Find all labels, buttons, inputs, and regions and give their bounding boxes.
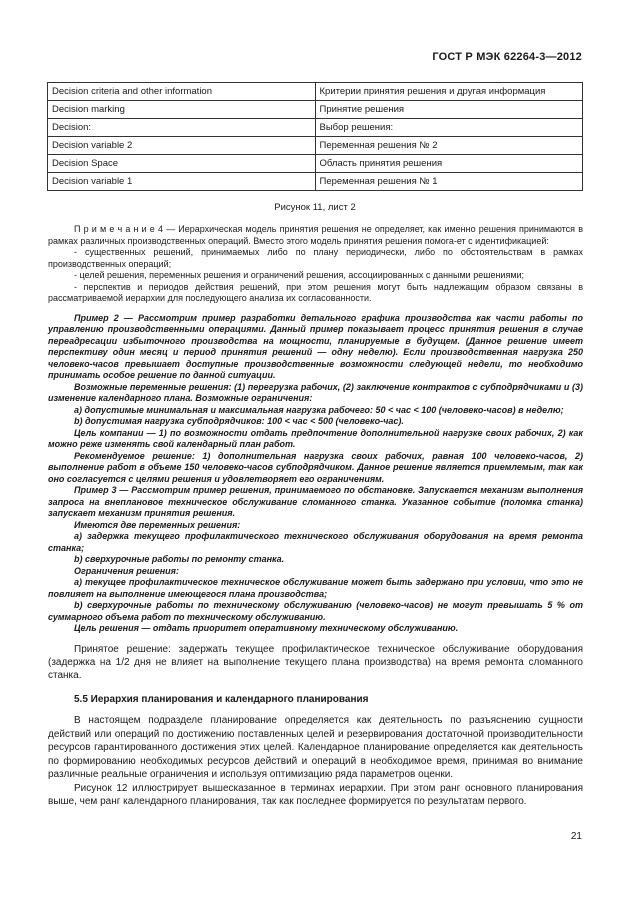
table-cell-ru: Область принятия решения <box>315 155 583 173</box>
section-body <box>48 714 583 809</box>
table-cell-en: Decision marking <box>48 101 316 119</box>
table-row <box>48 137 583 155</box>
example-paragraph: Рекомендуемое решение: 1) дополнительная нагрузка своих рабочих, равная 100 человеко-часов, 2) выполнение работ в объеме 150 человеко-часов субподрядчиком. Данное решение является приемлемым, так как оно согласуется с целями решения и удовлетворяет его ограничениям. <box>48 450 583 484</box>
table-row <box>48 119 583 137</box>
standard-header: ГОСТ Р МЭК 62264-3—2012 <box>432 51 582 63</box>
section-heading: 5.5 Иерархия планирования и календарного планирования <box>74 693 369 705</box>
example-paragraph: Пример 3 — Рассмотрим пример решения, принимаемого по обстановке. Запускается механизм выполнения запроса на внеплановое техническое обслуживание сломанного станка. Указанное событие (поломка станка) запускает механизм принятия решения. <box>48 485 583 518</box>
note-item: - целей решения, переменных решения и ограничений решения, ассоциированных с данными решениями; <box>74 270 525 280</box>
example-paragraph: Цель решения — отдать приоритет оперативному техническому обслуживанию. <box>74 623 459 633</box>
example-paragraph: Цель компании — 1) по возможности отдать предпочтение дополнительной нагрузке своих рабочих, 2) как можно реже изменять свой календарный план работ. <box>48 427 583 449</box>
accepted-decision: Принятое решение: задержать текущее профилактическое техническое обслуживание оборудования (задержка на 1/2 дня не влияет на выполнение текущего плана производства) на время ремонта сломанного станка. <box>48 643 583 681</box>
example-paragraph: b) сверхурочные работы по техническому обслуживанию (человеко-часов) не могут превышать 5 % от суммарного объема работ по техническому обслуживанию. <box>48 600 583 622</box>
table-cell-ru: Переменная решения № 1 <box>315 173 583 191</box>
page-number: 21 <box>570 831 582 842</box>
note-item: - перспектив и периодов действия решений, при этом решения могут быть надлежащим образом связаны в рассматриваемой иерархии для последующего анализа их согласованности. <box>48 281 583 303</box>
example-paragraph: Ограничения решения: <box>74 565 179 576</box>
table-cell-en: Decision variable 1 <box>48 173 316 191</box>
spacer <box>48 305 583 313</box>
table-cell-en: Decision: <box>48 119 316 137</box>
table-cell-en: Decision variable 2 <box>48 137 316 155</box>
table-cell-ru: Критерии принятия решения и другая информация <box>315 83 583 101</box>
example-paragraph: Имеются две переменных решения: <box>74 519 241 530</box>
example-paragraph: b) допустимая нагрузка субподрядчиков: 100 < час < 500 (человеко-час). <box>74 416 404 426</box>
table-cell-ru: Выбор решения: <box>315 119 583 137</box>
table-cell-en: Decision criteria and other information <box>48 83 316 101</box>
note-item: - существенных решений, принимаемых либо по плану периодически, либо по обстоятельствам в рамках производственных операций; <box>48 247 583 269</box>
example-paragraph: Возможные переменные решения: (1) перегрузка рабочих, (2) заключение контрактов с субподрядчиками и (3) изменение календарного плана. Возможные ограничения: <box>48 381 583 403</box>
table-row <box>48 173 583 191</box>
example-paragraph: а) задержка текущего профилактического технического обслуживания оборудования на время ремонта станка; <box>48 531 583 553</box>
figure-table <box>47 82 583 191</box>
table-row <box>48 155 583 173</box>
spacer <box>48 635 583 643</box>
example-paragraph: а) текущее профилактическое техническое обслуживание может быть задержано при условии, что это не повлияет на выполнение имеющегося плана производства; <box>48 577 583 599</box>
example-paragraph: Пример 2 — Рассмотрим пример разработки детального графика производства как части работы по управлению производственными операциями. Данный пример показывает процесс принятия решения в случае переадресации избыточного производства на мощности, планируемые в будущем. (Данное решение имеет перспективу один месяц и период принятия решений — одну неделю). Если производственная нагрузка 250 человеко-часов превышает доступные производственные возможности следующей недели, то необходимо принимать особое решение по данной ситуации. <box>48 312 583 380</box>
section-paragraph: В настоящем подразделе планирование определяется как деятельность по разъяснению сущности действий или операций по достижению поставленных целей и резервирования достаточной производительности ресурсов гарантированного достижения этих целей. Календарное планирование определяется как деятельность по формированию необходимых ресурсов действий и операций в необходимое время, принимая во внимание различные реальные ограничения и используя оптимизацию ряда параметров оценки. <box>48 715 583 780</box>
table-row <box>48 83 583 101</box>
table-cell-ru: Переменная решения № 2 <box>315 137 583 155</box>
figure-caption: Рисунок 11, лист 2 <box>274 202 356 213</box>
table-row <box>48 101 583 119</box>
example-paragraph: b) сверхурочные работы по ремонту станка. <box>74 554 285 564</box>
table-cell-ru: Принятие решения <box>315 101 583 119</box>
note-intro: П р и м е ч а н и е 4 — Иерархическая модель принятия решения не определяет, как именно решения принимаются в рамках различных производственных операций. Вместо этого модель принятия решения помога-ет с идентификацией: <box>48 224 583 246</box>
example-paragraph: а) допустимые минимальная и максимальная нагрузка рабочего: 50 < час < 100 (человеко-часов) в неделю; <box>74 404 564 415</box>
body-text <box>48 224 583 809</box>
section-paragraph: Рисунок 12 иллюстрирует вышесказанное в терминах иерархии. При этом ранг основного планирования выше, чем ранг календарного планирования, так как последнее формируется по результатам первого. <box>48 782 583 807</box>
table-cell-en: Decision Space <box>48 155 316 173</box>
